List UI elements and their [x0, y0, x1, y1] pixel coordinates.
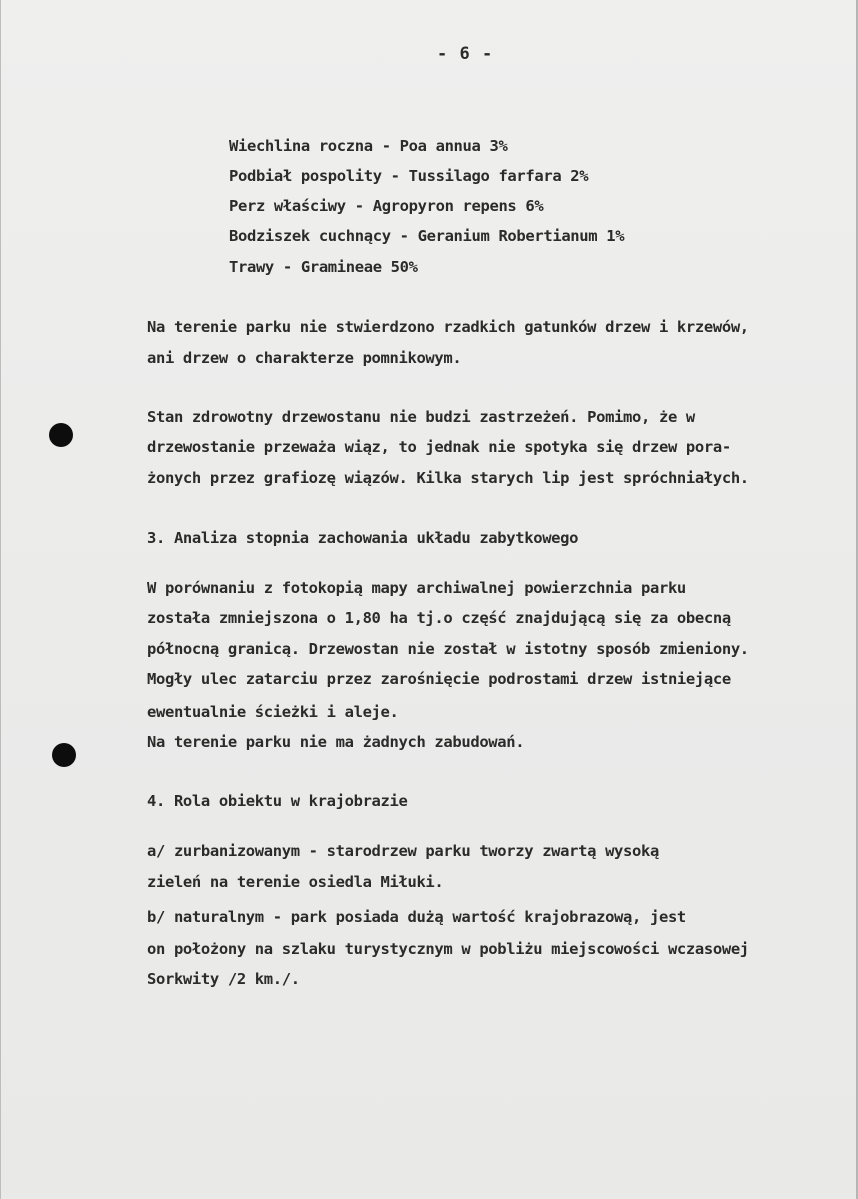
- paragraph-line: ani drzew o charakterze pomnikowym.: [147, 349, 462, 367]
- species-item: Bodziszek cuchnący - Geranium Robertianum 1%: [229, 227, 625, 245]
- paragraph-line: Na terenie parku nie ma żadnych zabudowań.: [147, 733, 525, 751]
- species-item: Podbiał pospolity - Tussilago farfara 2%: [229, 167, 589, 185]
- paragraph-line: ewentualnie ścieżki i aleje.: [147, 703, 399, 721]
- paragraph-line: W porównaniu z fotokopią mapy archiwalnej powierzchnia parku: [147, 579, 686, 597]
- species-item: Perz właściwy - Agropyron repens 6%: [229, 197, 544, 215]
- page-number: - 6 -: [437, 44, 494, 64]
- paragraph-line: Stan zdrowotny drzewostanu nie budzi zastrzeżeń. Pomimo, że w: [147, 408, 695, 426]
- paragraph-line: żonych przez grafiozę wiązów. Kilka starych lip jest spróchniałych.: [147, 469, 749, 487]
- punch-hole: [49, 423, 73, 447]
- section-heading: 4. Rola obiektu w krajobrazie: [147, 792, 408, 810]
- punch-hole: [52, 743, 76, 767]
- paragraph-line: Sorkwity /2 km./.: [147, 970, 300, 988]
- section-heading: 3. Analiza stopnia zachowania układu zabytkowego: [147, 529, 579, 547]
- paragraph-line: on położony na szlaku turystycznym w pobliżu miejscowości wczasowej: [147, 940, 749, 958]
- paragraph-line: Mogły ulec zatarciu przez zarośnięcie podrostami drzew istniejące: [147, 670, 731, 688]
- species-item: Wiechlina roczna - Poa annua 3%: [229, 137, 508, 155]
- paragraph-line: Na terenie parku nie stwierdzono rzadkich gatunków drzew i krzewów,: [147, 318, 749, 336]
- paragraph-line: zieleń na terenie osiedla Miłuki.: [147, 873, 444, 891]
- paragraph-line: b/ naturalnym - park posiada dużą wartość krajobrazową, jest: [147, 908, 686, 926]
- paragraph-line: a/ zurbanizowanym - starodrzew parku tworzy zwartą wysoką: [147, 842, 659, 860]
- paragraph-line: została zmniejszona o 1,80 ha tj.o część znajdującą się za obecną: [147, 609, 731, 627]
- paragraph-line: drzewostanie przeważa wiąz, to jednak nie spotyka się drzew pora-: [147, 438, 731, 456]
- species-item: Trawy - Gramineae 50%: [229, 258, 418, 276]
- paragraph-line: północną granicą. Drzewostan nie został w istotny sposób zmieniony.: [147, 640, 749, 658]
